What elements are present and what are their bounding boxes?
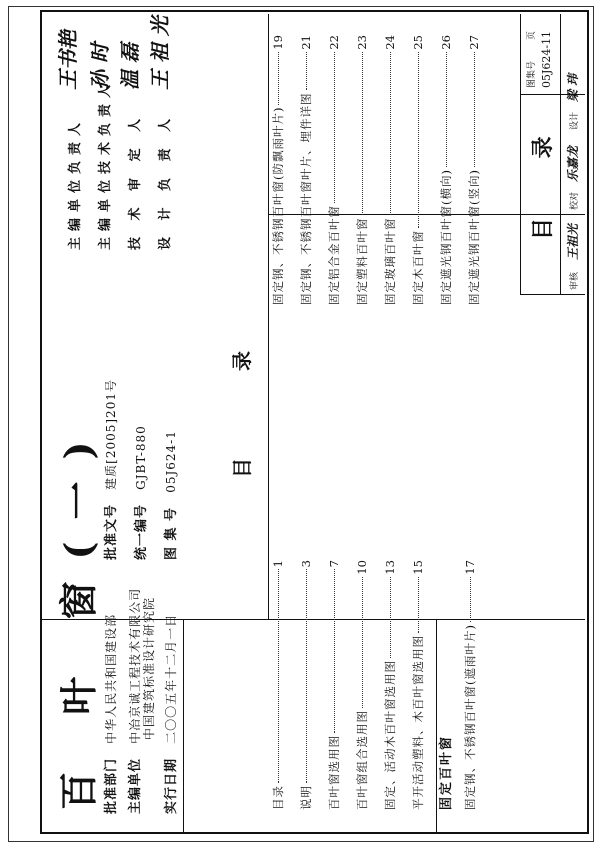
atlas-no [160,430,179,560]
effective-value: 二〇〇五年十二月一日 [164,613,178,744]
toc-item-page: 13 [383,560,397,575]
toc-item-title: 固定、活动木百叶窗选用图 [383,660,397,810]
titleblock-sign: 王祖光 [566,223,580,260]
titleblock-mid-line [560,14,561,295]
unified-no-label: 统一编号 [134,503,149,560]
toc-item[interactable] [354,35,370,305]
toc-item[interactable] [354,560,370,810]
approve-dept-value: 中华人民共和国建设部 [104,613,118,744]
toc-item-title: 目录 [271,785,285,810]
atlas-no-value: 05J624-1 [164,430,178,493]
responsible-1-role: 主编单位负责人 [68,116,83,250]
toc-item[interactable] [466,35,482,305]
toc-item-page: 3 [299,560,313,568]
toc-item-page: 7 [327,560,341,568]
toc-item-title: 固定钢、不锈钢百叶窗叶片、埋件详图 [299,92,313,305]
toc-item-page: 23 [355,35,369,50]
toc-item[interactable] [270,560,286,810]
toc-item-page: 27 [467,35,481,50]
responsible-4-sign: 王 祖 光 [148,16,172,90]
responsible-4-role: 设 计 负 责 人 [158,112,173,250]
toc-item[interactable] [410,560,426,810]
toc-item-title: 固定玻璃百叶窗 [383,217,397,305]
toc-item-page: 21 [299,35,313,50]
toc-item-page: 17 [463,560,477,575]
toc-item-title: 固定遮光钢百叶窗(竖向) [467,169,481,305]
editor-value-1: 中冶京诚工程技术有限公司 [128,587,142,744]
titleblock-page-label: 页 [527,30,537,40]
toc-item-title: 百叶窗组合选用图 [355,710,369,810]
titleblock-sign: 乐嘉龙 [566,145,580,182]
responsible-3-role: 技 术 审 定 人 [128,112,143,250]
toc-item[interactable] [382,560,398,810]
editor-label: 主编单位 [128,757,143,814]
toc-item[interactable] [298,35,314,305]
approve-doc-value: 建质[2005]201号 [104,379,118,490]
titleblock-top-line [520,14,521,295]
approve-dept [100,614,119,814]
unified-no-value: GJBT-880 [134,425,148,490]
titleblock-role: 审核 [570,271,580,290]
responsible-2-role: 主编单位技术负责人 [98,78,113,250]
toc-item[interactable] [270,35,286,305]
titleblock-atlas-label: 图集号 [527,60,537,88]
toc-item-page: 24 [383,35,397,50]
toc-item-title: 固定钢、不锈钢百叶窗(遮雨叶片) [463,624,477,810]
titleblock-name: 目 录 [530,110,556,240]
responsible-1-sign: 王书艳 [56,30,80,90]
toc-item-page: 10 [355,560,369,575]
toc-item-title: 百叶窗选用图 [327,735,341,810]
divider-right [268,14,269,620]
approve-dept-label: 批准部门 [104,757,119,814]
toc-item[interactable] [462,560,478,810]
toc-item[interactable] [382,35,398,305]
toc-item-title: 固定遮光钢百叶窗(横向) [439,169,453,305]
toc-item[interactable] [410,35,426,305]
toc-item-page: 25 [411,35,425,50]
toc-item-page: 15 [411,560,425,575]
toc-item-page: 19 [271,35,285,50]
toc-item-title: 说明 [299,785,313,810]
editor-unit-2 [140,597,157,740]
responsible-3-sign: 温 磊 [118,43,142,90]
toc-item-page: 1 [271,560,285,568]
titleblock-sign: 梁 玮 [566,73,580,102]
toc-item-title: 固定铝合金百叶窗 [327,205,341,305]
toc-item-title: 平开活动塑料、木百叶窗选用图 [411,635,425,810]
inner-frame [40,10,589,834]
toc-section-heading: 固定百叶窗 [439,734,454,810]
toc-item-page: 22 [327,35,341,50]
toc-item-title: 固定钢、不锈钢百叶窗(防飘雨叶片) [271,106,285,305]
page-title: 百 叶 窗(一) [56,419,101,810]
effective-date [160,614,179,814]
titleblock-atlas-value: 05J624-1 [540,37,553,88]
toc-item[interactable] [438,35,454,305]
titleblock-page-value: 1 [540,31,553,38]
approve-doc [100,379,119,560]
toc-heading: 目 录 [230,311,254,478]
divider-title [183,620,184,834]
toc-item-title: 固定木百叶窗 [411,230,425,305]
toc-item-title: 固定塑料百叶窗 [355,217,369,305]
toc-item[interactable] [298,560,314,810]
titleblock-role: 校对 [570,191,580,210]
atlas-no-label: 图 集 号 [164,506,179,560]
responsible-2-sign: 孙 时 [88,43,112,90]
effective-label: 实行日期 [164,757,179,814]
titleblock-left-line [520,294,585,295]
titleblock-role: 设计 [570,111,580,130]
toc-item[interactable] [326,560,342,810]
toc-item[interactable] [326,35,342,305]
unified-no [130,425,149,560]
toc-item-page: 26 [439,35,453,50]
approve-doc-label: 批准文号 [104,503,119,560]
editor-value-2: 中国建筑标准设计研究院 [142,596,156,740]
